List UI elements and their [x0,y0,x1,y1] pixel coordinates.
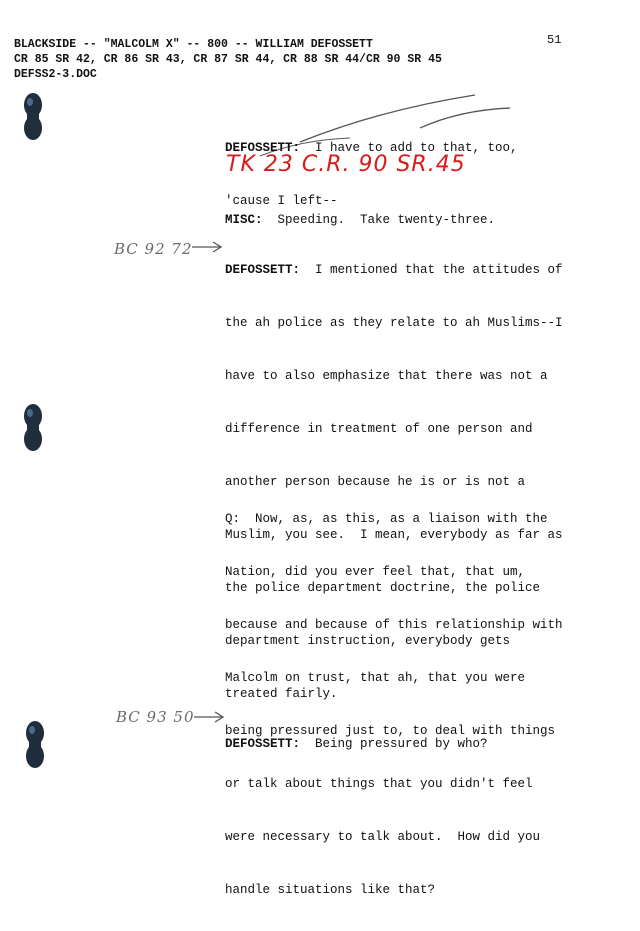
dialogue-text: treated fairly. [225,687,338,701]
dialogue-text: were necessary to talk about. How did you [225,830,541,844]
dialogue-text: Nation, did you ever feel that, that um, [225,565,526,579]
dialogue-text: I mentioned that the attitudes of [300,263,563,277]
dialogue-text: the ah police as they relate to ah Muslims--I [225,316,563,330]
speaker-label: MISC: [225,213,263,227]
dialogue-text: another person because he is or is not a [225,475,526,489]
speaker-label: DEFOSSETT: [225,263,301,277]
handwritten-bc-note: BC 92 72 [114,240,193,258]
dialogue-text: handle situations like that? [225,883,436,897]
dialogue-text: 'cause I left-- [225,194,338,208]
dialogue-text: Q: Now, as, as this, as a liaison with the [225,512,548,526]
dialogue-text: the police department doctrine, the police [225,581,541,595]
handwritten-red-annotation: TK 23 C.R. 90 SR.45 [226,152,466,177]
dialogue-text: I have to add to that, too, [300,141,518,155]
dialogue-text: Muslim, you see. I mean, everybody as far as [225,528,563,542]
dialogue-text: Being pressured by who? [300,737,488,751]
header-line-2: CR 85 SR 42, CR 86 SR 43, CR 87 SR 44, CR 88 SR 44/CR 90 SR 45 [14,53,442,66]
dialogue-text: being pressured just to, to deal with things [225,724,556,738]
speaker-label: DEFOSSETT: [225,737,301,751]
header-line-3: DEFSS2-3.DOC [14,68,97,81]
arrow-right-icon [192,710,228,724]
dialogue-text: or talk about things that you didn't feel [225,777,533,791]
speaker-label: DEFOSSETT: [225,141,301,155]
handwritten-bc-note: BC 93 50 [116,708,195,726]
dialogue-text: Malcolm on trust, that ah, that you were [225,671,526,685]
dialogue-text: department instruction, everybody gets [225,634,511,648]
page-number: 51 [547,33,562,47]
arrow-right-icon [190,240,226,254]
dialogue-text: have to also emphasize that there was not a [225,369,548,383]
dialogue-defossett-3 [225,704,488,785]
header-line-1: BLACKSIDE -- "MALCOLM X" -- 800 -- WILLIAM DEFOSSETT [14,38,373,51]
dialogue-text: because and because of this relationship with [225,618,563,632]
dialogue-text: difference in treatment of one person and [225,422,533,436]
dialogue-text: Speeding. Take twenty-three. [262,213,496,227]
